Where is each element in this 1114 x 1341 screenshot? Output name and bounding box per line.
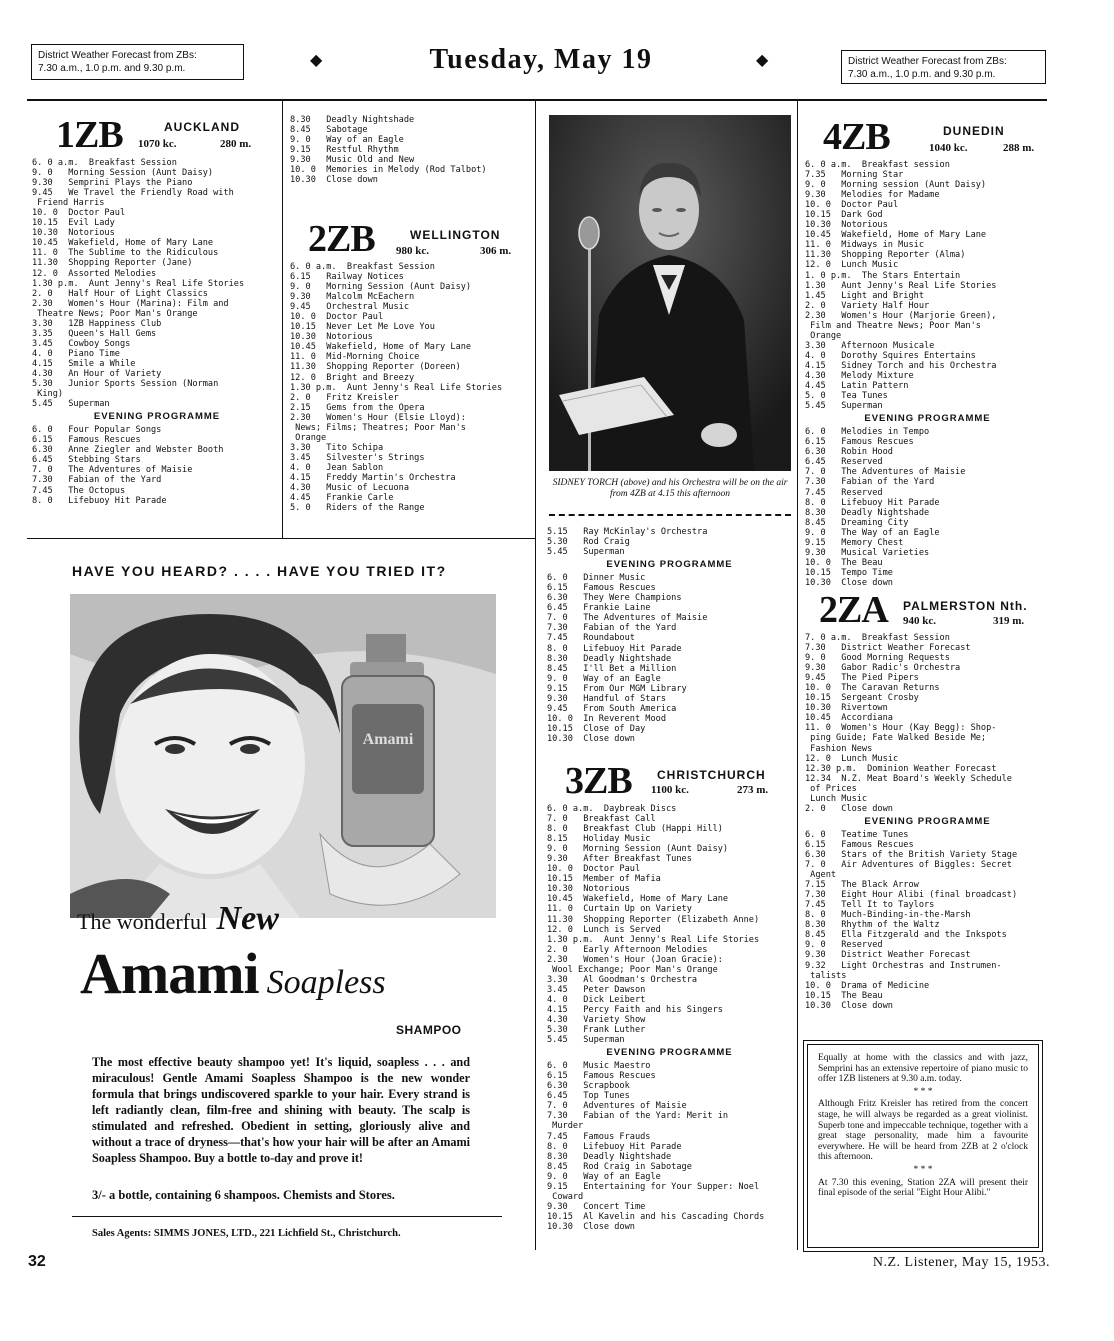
schedule-line: 6.15 Famous Rescues (547, 1071, 656, 1082)
schedule-line: 10.30 Close down (805, 577, 893, 588)
schedule-line: 6.30 Stars of the British Variety Stage (805, 849, 1018, 860)
schedule-line: 6. 0 a.m. Daybreak Discs (547, 804, 677, 814)
ad-wonderful (77, 900, 279, 938)
schedule-line: 12. 0 Assorted Melodies (32, 268, 157, 279)
schedule-line: 7. 0 Breakfast Call (547, 814, 656, 825)
ad-new-text: New (216, 900, 279, 937)
schedule-line: 4.45 Latin Pattern (805, 381, 909, 392)
schedule-line: 2. 0 Close down (805, 803, 893, 814)
schedule-line: 9.45 We Travel the Friendly Road with (32, 188, 234, 199)
schedule-line: 9.45 The Pied Pipers (805, 673, 919, 684)
schedule-line: 9.30 District Weather Forecast (805, 950, 971, 961)
schedule-line: 12.30 p.m. Dominion Weather Forecast (805, 763, 997, 774)
schedule-line: Murder (547, 1121, 584, 1132)
diamond-left-icon: ◆ (310, 50, 323, 69)
schedule-line: 6.45 Stebbing Stars (32, 455, 141, 466)
station-1zb-continued (290, 115, 535, 185)
frequency: 980 kc. (396, 245, 429, 257)
schedule-line: 10.15 Al Kavelin and his Cascading Chords (547, 1211, 765, 1222)
schedule-line: 9. 0 Reserved (805, 940, 883, 951)
schedule-line: 7. 0 Adventures of Maisie (547, 1101, 687, 1112)
schedule-line: 11.30 Shopping Reporter (Elizabeth Anne) (547, 914, 760, 925)
schedule-line: 8.30 Deadly Nightshade (290, 115, 415, 125)
schedule-line: 9.30 Gabor Radic's Orchestra (805, 663, 961, 674)
schedule-line: 1.30 Aunt Jenny's Real Life Stories (805, 280, 997, 291)
schedule-line: 8. 0 Much-Binding-in-the-Marsh (805, 910, 971, 921)
schedule-line: 6. 0 a.m. Breakfast Session (290, 262, 435, 272)
schedule-line: Orange (805, 330, 842, 341)
schedule-line: King) (32, 389, 64, 400)
frequency: 1070 kc. (138, 138, 177, 150)
call-sign: 2ZB (308, 218, 375, 260)
schedule-line: Agent (805, 870, 837, 881)
schedule-line: 10. 0 Doctor Paul (805, 200, 899, 211)
schedule-line: Coward (547, 1191, 584, 1202)
schedule-2zb-cont (547, 527, 792, 744)
schedule-line: 4.15 Smile a While (32, 358, 136, 369)
schedule-line: 3.30 1ZB Happiness Club (32, 318, 162, 329)
schedule-line: 9.30 Music Old and New (290, 155, 415, 166)
weather-left-line1: District Weather Forecast from ZBs: (38, 50, 197, 61)
schedule-line: Wool Exchange; Poor Man's Orange (547, 964, 718, 975)
schedule-line: 2.30 Women's Hour (Elsie Lloyd): (290, 412, 466, 423)
schedule-line: 3.35 Queen's Hall Gems (32, 328, 157, 339)
schedule-line: 10.15 Sergeant Crosby (805, 693, 919, 704)
page-date: Tuesday, May 19 (429, 44, 653, 75)
schedule-line: 4.15 Freddy Martin's Orchestra (290, 472, 456, 483)
schedule-line: 4. 0 Piano Time (32, 348, 120, 359)
weather-box-left (31, 44, 244, 80)
schedule-line: 8.30 Deadly Nightshade (805, 507, 930, 518)
schedule-line: 9.30 Semprini Plays the Piano (32, 178, 193, 189)
schedule-line: 10.30 Close down (805, 1000, 893, 1011)
ad-price: 3/- a bottle, containing 6 shampoos. Chemists and Stores. (92, 1188, 395, 1202)
schedule-line: 8.45 Sabotage (290, 125, 368, 136)
city: WELLINGTON (410, 228, 501, 242)
schedule-line: 4. 0 Jean Sablon (290, 462, 384, 473)
schedule-line: 10. 0 Doctor Paul (547, 864, 641, 875)
schedule-line: News; Films; Theatres; Poor Man's (290, 422, 466, 433)
schedule-line: 6. 0 Music Maestro (547, 1061, 651, 1072)
bottle-label: Amami (362, 731, 414, 748)
top-rule (27, 99, 1047, 101)
station-3zb (547, 756, 792, 1232)
schedule-line: 8. 0 Lifebuoy Hit Parade (32, 495, 167, 506)
schedule-line: 1.30 p.m. Aunt Jenny's Real Life Stories (32, 278, 245, 289)
evening-programme-heading: EVENING PROGRAMME (864, 413, 991, 425)
schedule-line: 10.30 Notorious (547, 884, 630, 895)
schedule-line: 10.15 Member of Mafia (547, 874, 661, 885)
schedule-line: 7. 0 Air Adventures of Biggles: Secret (805, 860, 1012, 871)
schedule-line: 9.30 Musical Varieties (805, 547, 930, 558)
schedule-line: 7.30 Fabian of the Yard (805, 477, 935, 488)
sidney-torch-photo (549, 115, 791, 471)
schedule-line: 8. 0 Lifebuoy Hit Parade (547, 1141, 682, 1152)
schedule-line: Fashion News (805, 743, 873, 754)
schedule-line: 11.30 Shopping Reporter (Alma) (805, 250, 966, 261)
schedule-line: 8. 0 Lifebuoy Hit Parade (547, 643, 682, 654)
weather-left-line2: 7.30 a.m., 1.0 p.m. and 9.30 p.m. (38, 63, 186, 74)
schedule-line: 1. 0 p.m. The Stars Entertain (805, 270, 961, 281)
schedule-line: 8.30 Deadly Nightshade (547, 1151, 672, 1162)
evening-programme-heading: EVENING PROGRAMME (93, 411, 221, 423)
frequency: 1100 kc. (651, 784, 689, 796)
schedule-line: 10.30 Close down (547, 1221, 635, 1232)
schedule-line: 3.30 Afternoon Musicale (805, 340, 935, 351)
schedule-line: 4. 0 Dorothy Squires Entertains (805, 350, 976, 361)
schedule-line: 7.30 Fabian of the Yard: Merit in (547, 1111, 729, 1122)
schedule-line: 11. 0 Mid-Morning Choice (290, 352, 420, 363)
schedule-line: 9.30 Concert Time (547, 1201, 646, 1212)
ad-illustration (70, 594, 496, 918)
schedule-line: Theatre News; Poor Man's Orange (32, 308, 198, 319)
call-sign: 2ZA (819, 589, 888, 631)
schedule-line: 2. 0 Variety Half Hour (805, 300, 930, 311)
schedule-line: 6. 0 Dinner Music (547, 573, 646, 584)
schedule-4zb (805, 160, 1050, 588)
schedule-line: 5.45 Superman (547, 1035, 625, 1046)
schedule-line: 9. 0 Good Morning Requests (805, 653, 950, 664)
schedule-line: 6.30 They Were Champions (547, 593, 682, 604)
ad-image (70, 594, 496, 918)
schedule-line: 10.45 Wakefield, Home of Mary Lane (805, 230, 987, 241)
ad-agents: Sales Agents: SIMMS JONES, LTD., 221 Lichfield St., Christchurch. (92, 1228, 401, 1239)
schedule-line: 8. 0 Lifebuoy Hit Parade (805, 497, 940, 508)
schedule-line: 5.15 Ray McKinlay's Orchestra (547, 527, 708, 537)
schedule-line: 9.32 Light Orchestras and Instrumen- (805, 960, 1002, 971)
schedule-3zb (547, 804, 792, 1232)
schedule-line: 11.30 Shopping Reporter (Jane) (32, 258, 193, 269)
schedule-line: 3.45 Silvester's Strings (290, 452, 425, 463)
schedule-line: 11. 0 The Sublime to the Ridiculous (32, 248, 219, 259)
schedule-line: 4.30 Variety Show (547, 1014, 646, 1025)
schedule-line: 9.30 After Breakfast Tunes (547, 854, 692, 865)
call-sign: 3ZB (565, 760, 632, 802)
schedule-line: 4.30 An Hour of Variety (32, 368, 162, 379)
schedule-line: 10.30 Rivertown (805, 703, 888, 714)
ad-agents-rule (72, 1216, 502, 1217)
photo-caption: SIDNEY TORCH (above) and his Orchestra will be on the air from 4ZB at 4.15 this afternoon (552, 478, 788, 499)
schedule-line: 12. 0 Bright and Breezy (290, 372, 415, 383)
schedule-line: 10. 0 Drama of Medicine (805, 980, 930, 991)
schedule-line: 9.30 Melodies for Madame (805, 190, 940, 201)
schedule-line: 10.15 Tempo Time (805, 567, 893, 578)
ad-brand-text: Amami (80, 941, 259, 1006)
schedule-line: 6.30 Scrapbook (547, 1081, 630, 1092)
schedule-line: 11. 0 Women's Hour (Kay Begg): Shop- (805, 723, 997, 734)
note-stars-2: * * * (913, 1164, 933, 1175)
ad-brand (80, 940, 386, 1007)
note-stars-1: * * * (913, 1086, 933, 1097)
schedule-line: 6.45 Reserved (805, 457, 883, 468)
photo-illustration (549, 115, 791, 471)
wavelength: 306 m. (480, 245, 512, 257)
schedule-line: 10.30 Close down (290, 175, 378, 186)
schedule-line: 8.30 Deadly Nightshade (547, 653, 672, 664)
schedule-line: 7. 0 The Adventures of Maisie (805, 467, 966, 478)
schedule-line: 9.15 From Our MGM Library (547, 683, 687, 694)
note-kreisler: Although Fritz Kreisler has retired from the concert stage, he will always be regarded as a great violinist. Superb tone and impeccable technique, together with a great stage personality, made him a favourite everywhere. He will be heard from 2ZB at 2 o'clock this afternoon. (818, 1099, 1028, 1163)
schedule-line: 8.15 Holiday Music (547, 834, 651, 845)
schedule-line: 7.45 The Octopus (32, 485, 126, 496)
schedule-line: 7.45 Famous Frauds (547, 1131, 651, 1142)
diamond-right-icon: ◆ (756, 50, 769, 69)
schedule-line: 6.15 Famous Rescues (547, 583, 656, 594)
issue-line: N.Z. Listener, May 15, 1953. (872, 1255, 1050, 1270)
schedule-line: 2.30 Women's Hour (Joan Gracie): (547, 954, 723, 965)
schedule-line: 12.34 N.Z. Meat Board's Weekly Schedule (805, 773, 1012, 784)
schedule-line: 6.15 Famous Rescues (805, 839, 914, 850)
col-rule-1 (282, 100, 283, 538)
schedule-line: 9. 0 Morning Session (Aunt Daisy) (290, 282, 472, 293)
schedule-line: 10.15 Close of Day (547, 723, 646, 734)
schedule-line: 10.30 Notorious (805, 220, 888, 231)
station-2zb-continued (547, 527, 792, 744)
page-number: 32 (28, 1253, 46, 1270)
schedule-line: 7.30 District Weather Forecast (805, 643, 971, 654)
frequency: 940 kc. (903, 615, 936, 627)
wavelength: 319 m. (993, 615, 1025, 627)
schedule-line: 9. 0 Way of an Eagle (547, 1171, 661, 1182)
schedule-line: 1.30 p.m. Aunt Jenny's Real Life Stories (547, 934, 760, 945)
schedule-line: 6.15 Famous Rescues (32, 435, 141, 446)
evening-programme-heading: EVENING PROGRAMME (606, 1047, 733, 1059)
schedule-line: 8.45 I'll Bet a Million (547, 663, 677, 674)
schedule-line: 9.15 Memory Chest (805, 537, 904, 548)
station-2za (805, 587, 1050, 1011)
schedule-line: 3.45 Cowboy Songs (32, 338, 131, 349)
schedule-line: 6. 0 a.m. Breakfast Session (32, 158, 177, 168)
schedule-line: 2. 0 Early Afternoon Melodies (547, 944, 708, 955)
schedule-line: 3.30 Al Goodman's Orchestra (547, 974, 698, 985)
schedule-line: 3.45 Peter Dawson (547, 984, 646, 995)
ad-soapless-text: Soapless (266, 964, 386, 1001)
weather-box-right (841, 50, 1046, 84)
schedule-line: 7. 0 a.m. Breakfast Session (805, 633, 950, 643)
schedule-1zb (32, 158, 282, 506)
schedule-2za (805, 633, 1050, 1011)
schedule-line: 5. 0 Tea Tunes (805, 391, 888, 402)
schedule-line: 10. 0 The Caravan Returns (805, 683, 940, 694)
schedule-line: 5.45 Superman (547, 547, 625, 558)
schedule-line: 10.45 Wakefield, Home of Mary Lane (32, 238, 214, 249)
schedule-line: 1.30 p.m. Aunt Jenny's Real Life Stories (290, 382, 503, 393)
station-4zb (805, 114, 1050, 588)
schedule-line: Friend Harris (32, 198, 105, 209)
schedule-line: 10. 0 Doctor Paul (32, 208, 126, 219)
schedule-1zb-cont (290, 115, 535, 185)
schedule-line: 9. 0 Morning session (Aunt Daisy) (805, 180, 987, 191)
schedule-line: 10.15 Never Let Me Love You (290, 322, 435, 333)
evening-programme-heading: EVENING PROGRAMME (606, 559, 733, 571)
evening-programme-heading: EVENING PROGRAMME (864, 815, 991, 827)
frequency: 1040 kc. (929, 142, 968, 154)
schedule-line: 6. 0 Melodies in Tempo (805, 427, 930, 438)
schedule-2zb (290, 262, 535, 513)
schedule-line: 6.45 Top Tunes (547, 1091, 630, 1102)
schedule-line: 7. 0 The Adventures of Maisie (32, 465, 193, 476)
schedule-line: 11.30 Shopping Reporter (Doreen) (290, 362, 461, 373)
schedule-line: 4.15 Percy Faith and his Singers (547, 1004, 723, 1015)
schedule-line: 7.45 Tell It to Taylors (805, 900, 935, 911)
schedule-line: 2.30 Women's Hour (Marina): Film and (32, 298, 229, 309)
city: CHRISTCHURCH (657, 768, 766, 782)
schedule-line: 4.45 Frankie Carle (290, 493, 394, 504)
schedule-line: talists (805, 970, 847, 981)
weather-right-line2: 7.30 a.m., 1.0 p.m. and 9.30 p.m. (848, 69, 996, 80)
schedule-line: 10.15 Dark God (805, 210, 883, 221)
schedule-line: 10.30 Notorious (290, 332, 373, 343)
schedule-line: 8.30 Rhythm of the Waltz (805, 920, 940, 931)
schedule-line: 10.45 Wakefield, Home of Mary Lane (290, 342, 472, 353)
schedule-line: 6.30 Anne Ziegler and Webster Booth (32, 445, 224, 456)
schedule-line: 4.30 Melody Mixture (805, 370, 914, 381)
schedule-line: 5.30 Junior Sports Session (Norman (32, 379, 219, 390)
schedule-line: 7.45 Roundabout (547, 633, 635, 644)
schedule-line: 9. 0 The Way of an Eagle (805, 527, 940, 538)
schedule-line: of Prices (805, 783, 857, 794)
schedule-line: 9.30 Malcolm McEachern (290, 292, 415, 303)
schedule-line: 2. 0 Fritz Kreisler (290, 392, 399, 403)
wavelength: 273 m. (737, 784, 769, 796)
station-2zb (290, 214, 535, 513)
schedule-line: 6.15 Famous Rescues (805, 437, 914, 448)
schedule-line: 7.45 Reserved (805, 487, 883, 498)
schedule-line: 1.45 Light and Bright (805, 290, 924, 301)
schedule-line: 5.30 Rod Craig (547, 537, 630, 548)
schedule-line: 8.45 Rod Craig in Sabotage (547, 1161, 692, 1172)
schedule-line: 10. 0 Doctor Paul (290, 312, 384, 323)
schedule-line: 11. 0 Curtain Up on Variety (547, 904, 692, 915)
schedule-line: 6. 0 a.m. Breakfast session (805, 160, 950, 170)
ad-headline: HAVE YOU HEARD? . . . . HAVE YOU TRIED IT? (72, 563, 447, 579)
station-1zb (32, 112, 282, 506)
schedule-line: 7.35 Morning Star (805, 170, 904, 181)
schedule-line: 9.30 Handful of Stars (547, 693, 666, 704)
schedule-line: 10.15 Evil Lady (32, 218, 115, 229)
city: AUCKLAND (164, 120, 240, 134)
schedule-line: 7. 0 The Adventures of Maisie (547, 613, 708, 624)
schedule-line: 8.45 Dreaming City (805, 517, 909, 528)
schedule-line: 10. 0 Memories in Melody (Rod Talbot) (290, 165, 487, 176)
schedule-line: 9.15 Entertaining for Your Supper: Noel (547, 1181, 760, 1192)
schedule-line: 4.15 Sidney Torch and his Orchestra (805, 360, 997, 371)
weather-right-line1: District Weather Forecast from ZBs: (848, 56, 1007, 67)
schedule-line: 12. 0 Lunch is Served (547, 924, 661, 935)
ad-shampoo: SHAMPOO (396, 1023, 462, 1037)
schedule-line: 10. 0 The Beau (805, 557, 883, 568)
schedule-line: 10.30 Notorious (32, 228, 115, 239)
note-semprini: Equally at home with the classics and with jazz, Semprini has an extensive repertoire of piano music to offer 1ZB listeners at 9.30 a.m. today. (818, 1053, 1028, 1085)
schedule-line: ping Guide; Fate Walked Beside Me; (805, 733, 987, 744)
schedule-line: 6.15 Railway Notices (290, 272, 404, 283)
schedule-line: 5.45 Superman (805, 401, 883, 412)
schedule-line: 2.30 Women's Hour (Marjorie Green), (805, 310, 997, 321)
schedule-line: 12. 0 Lunch Music (805, 753, 899, 764)
city: DUNEDIN (943, 124, 1005, 138)
mid-rule (27, 538, 535, 539)
schedule-line: 10. 0 In Reverent Mood (547, 713, 666, 724)
schedule-line: 10.15 The Beau (805, 990, 883, 1001)
schedule-line: 2.15 Gems from the Opera (290, 402, 425, 413)
schedule-line: 11. 0 Midways in Music (805, 240, 924, 251)
schedule-line: 9.45 Orchestral Music (290, 302, 409, 313)
schedule-line: 5. 0 Riders of the Range (290, 503, 425, 514)
schedule-line: 9.45 From South America (547, 703, 677, 714)
ad-wonderful-text: The wonderful (77, 909, 208, 934)
schedule-line: 6. 0 Teatime Tunes (805, 829, 909, 840)
schedule-line: Orange (290, 432, 327, 443)
schedule-line: 8. 0 Breakfast Club (Happi Hill) (547, 824, 723, 835)
schedule-line: 9. 0 Way of an Eagle (290, 135, 404, 146)
schedule-line: 4. 0 Dick Leibert (547, 994, 646, 1005)
schedule-line: 7.30 Fabian of the Yard (32, 475, 162, 486)
col-rule-2 (535, 100, 536, 1250)
schedule-line: 7.30 Eight Hour Alibi (final broadcast) (805, 890, 1018, 901)
city: PALMERSTON Nth. (903, 599, 1028, 613)
call-sign: 1ZB (56, 114, 123, 156)
schedule-line: 5.30 Frank Luther (547, 1025, 646, 1036)
caption-rule (549, 514, 791, 516)
schedule-line: 10.30 Close down (547, 733, 635, 744)
wavelength: 280 m. (220, 138, 252, 150)
schedule-line: 3.30 Tito Schipa (290, 442, 384, 453)
schedule-line: 10.45 Wakefield, Home of Mary Lane (547, 894, 729, 905)
notes-box (803, 1040, 1043, 1252)
schedule-line: 7.15 The Black Arrow (805, 880, 919, 891)
schedule-line: 9. 0 Way of an Eagle (547, 673, 661, 684)
schedule-line: 2. 0 Half Hour of Light Classics (32, 288, 208, 299)
schedule-line: 8.45 Ella Fitzgerald and the Inkspots (805, 930, 1007, 941)
call-sign: 4ZB (823, 116, 890, 158)
schedule-line: 9.15 Restful Rhythm (290, 145, 399, 156)
schedule-line: 9. 0 Morning Session (Aunt Daisy) (547, 844, 729, 855)
wavelength: 288 m. (1003, 142, 1035, 154)
note-2za: At 7.30 this evening, Station 2ZA will present their final episode of the serial "Eight Hour Alibi." (818, 1177, 1028, 1199)
ad-body: The most effective beauty shampoo yet! It's liquid, soapless . . . and miraculous! Gentle Amami Soapless Shampoo is the new wonder formula that brings undiscovered sparkle to your hair. Every strand is left radiantly clean, film-free and shining with beauty. The scalp is stimulated and refreshed. Obedient in setting, gloriously alive and without a trace of dryness—that's how your hair will be after an Amami Soapless Shampoo. Buy a bottle to-day and prove it! (92, 1055, 470, 1165)
schedule-line: Lunch Music (805, 793, 868, 804)
schedule-line: 12. 0 Lunch Music (805, 260, 899, 271)
schedule-line: 5.45 Superman (32, 399, 110, 410)
schedule-line: 6. 0 Four Popular Songs (32, 425, 162, 436)
schedule-line: 6.30 Robin Hood (805, 447, 893, 458)
col-rule-3 (797, 100, 798, 1250)
schedule-line: 7.30 Fabian of the Yard (547, 623, 677, 634)
schedule-line: 10.45 Accordiana (805, 713, 893, 724)
schedule-line: 9. 0 Morning Session (Aunt Daisy) (32, 168, 214, 179)
schedule-line: 6.45 Frankie Laine (547, 603, 651, 614)
schedule-line: Film and Theatre News; Poor Man's (805, 320, 981, 331)
schedule-line: 4.30 Music of Lecuona (290, 483, 409, 494)
